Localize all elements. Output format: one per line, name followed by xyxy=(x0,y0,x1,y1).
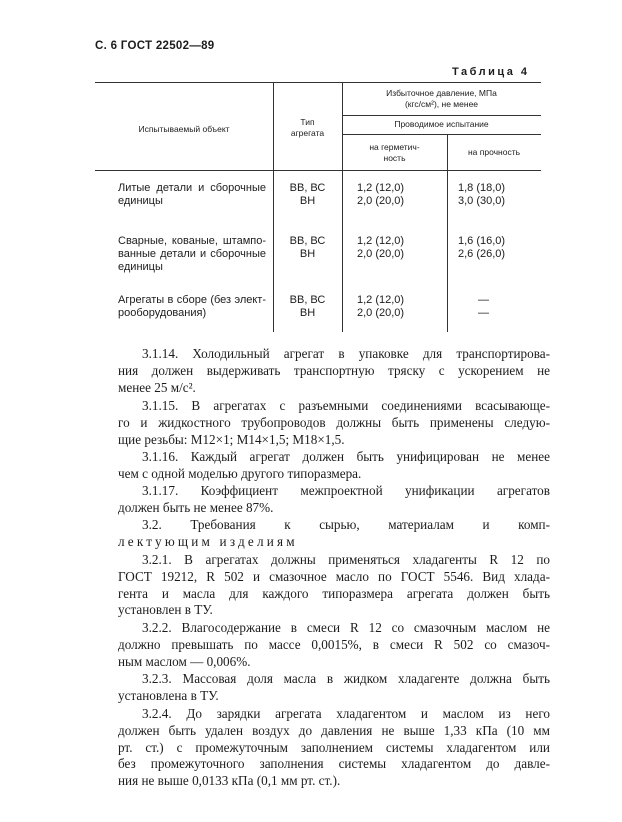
row-strength: 1,6 (16,0) xyxy=(458,235,506,247)
text-line: щие резьбы: М12×1; М14×1,5; М18×1,5. xyxy=(118,431,345,447)
row-strength: 2,6 (26,0) xyxy=(458,248,506,260)
row-type: ВВ, ВС xyxy=(289,235,326,247)
row-tightness: 2,0 (20,0) xyxy=(357,195,405,207)
header-object: Испытываемый объект xyxy=(138,124,230,134)
text-line: 3.1.14. Холодильный агрегат в упаковке для транспортирова- xyxy=(142,346,550,361)
text-line: 3.2.1. В агрегатах должны применяться хладагенты R 12 по xyxy=(142,552,550,567)
header-type-line2: агрегата xyxy=(290,128,325,138)
paragraph-3-2-3 xyxy=(118,671,550,705)
text-line: 3.2.2. Влагосодержание в смеси R 12 со смазочным маслом не xyxy=(142,620,550,635)
page-header: С. 6 ГОСТ 22502—89 xyxy=(95,40,215,52)
text-line: 3.2. Требования к сырью, материалам и комп- xyxy=(142,517,550,532)
text-line: должен быть не менее 87%. xyxy=(118,499,274,515)
row-tightness: 1,2 (12,0) xyxy=(357,294,405,306)
row-strength: — xyxy=(478,294,489,306)
row-object-line: Сварные, кованые, штампо- xyxy=(118,235,266,247)
table-caption: Таблица 4 xyxy=(452,66,530,78)
row-type: ВН xyxy=(299,248,316,260)
text-line: ния не выше 0,0133 кПа (0,1 мм рт. ст.). xyxy=(118,773,341,789)
row-type: ВВ, ВС xyxy=(289,294,326,306)
header-pressure-line2: (кгс/см²), не менее xyxy=(404,99,479,109)
row-tightness: 2,0 (20,0) xyxy=(357,307,405,319)
row-tightness: 1,2 (12,0) xyxy=(357,182,405,194)
text-line: ния должен выдерживать транспортную тряску с ускорением не xyxy=(118,362,550,378)
text-line: гента и масла для каждого типоразмера агрегата должен быть xyxy=(118,585,550,601)
paragraph-3-2-4 xyxy=(118,706,550,790)
header-pressure-line1: Избыточное давление, МПа xyxy=(386,88,497,98)
row-strength: 1,8 (18,0) xyxy=(458,182,506,194)
text-line: менее 25 м/с². xyxy=(118,379,196,395)
text-line: без промежуточного заполнения системы хладагентом до давле- xyxy=(118,756,550,772)
header-tightness-line1: на герметич- xyxy=(369,142,420,152)
paragraph-3-1-16 xyxy=(118,449,550,483)
row-object-line: Литые детали и сборочные xyxy=(118,182,266,194)
section-heading-3-2 xyxy=(118,517,550,551)
header-tightness-line2: ность xyxy=(383,153,406,163)
text-line: 3.2.4. До зарядки агрегата хладагентом и маслом из него xyxy=(142,706,550,721)
row-type: ВВ, ВС xyxy=(289,182,326,194)
text-line: 3.1.16. Каждый агрегат должен быть унифицирован не менее xyxy=(142,449,550,464)
paragraph-3-1-17 xyxy=(118,483,550,517)
row-object-line: ванные детали и сборочные xyxy=(118,248,266,260)
text-line: должно превышать по массе 0,0015%, в смеси R 502 со смазоч- xyxy=(118,636,550,652)
table-subheader-rule xyxy=(342,115,541,116)
row-type: ВН xyxy=(299,195,316,207)
row-object-line: Агрегаты в сборе (без элект- xyxy=(118,294,266,306)
text-line: лектующим изделиям xyxy=(118,533,298,549)
paragraph-3-2-1 xyxy=(118,552,550,619)
row-tightness: 2,0 (20,0) xyxy=(357,248,405,260)
text-line: ГОСТ 19212, R 502 и смазочное масло по ГОСТ 5546. Вид хлада- xyxy=(118,568,550,584)
text-line: должен быть удален воздух до давления не выше 1,33 кПа (10 мм xyxy=(118,722,550,738)
text-line: чем с одной моделью другого типоразмера. xyxy=(118,465,362,481)
row-strength: — xyxy=(478,307,489,319)
row-type: ВН xyxy=(299,307,316,319)
row-strength: 3,0 (30,0) xyxy=(458,195,506,207)
table-subgroup-rule xyxy=(342,134,541,135)
text-line: го и жидкостного трубопроводов должны быть применены следую- xyxy=(118,414,550,430)
paragraph-3-1-15 xyxy=(118,398,550,448)
text-line: установлен в ТУ. xyxy=(118,602,213,618)
header-type-line1: Тип xyxy=(300,117,315,127)
text-line: установлена в ТУ. xyxy=(118,687,219,703)
row-object-line: единицы xyxy=(118,261,163,273)
table-top-rule xyxy=(95,82,541,83)
row-tightness: 1,2 (12,0) xyxy=(357,235,405,247)
text-line: 3.2.3. Массовая доля масла в жидком хладагенте должна быть xyxy=(142,671,550,686)
row-object-line: рооборудования) xyxy=(118,307,207,319)
text-line: 3.1.15. В агрегатах с разъемными соединениями всасывающе- xyxy=(142,398,550,413)
header-test-group: Проводимое испытание xyxy=(394,119,489,129)
paragraph-3-2-2 xyxy=(118,620,550,670)
paragraph-3-1-14 xyxy=(118,346,550,396)
table-col-rule-3 xyxy=(447,134,448,332)
row-object-line: единицы xyxy=(118,195,163,207)
text-line: ным маслом — 0,006%. xyxy=(118,653,251,669)
text-line: 3.1.17. Коэффициент межпроектной унификации агрегатов xyxy=(142,483,550,498)
text-line: рт. ст.) с промежуточным заполнением системы хладагентом или xyxy=(118,739,550,755)
header-strength: на прочность xyxy=(467,147,521,157)
table-header-bottom-rule xyxy=(95,170,541,171)
